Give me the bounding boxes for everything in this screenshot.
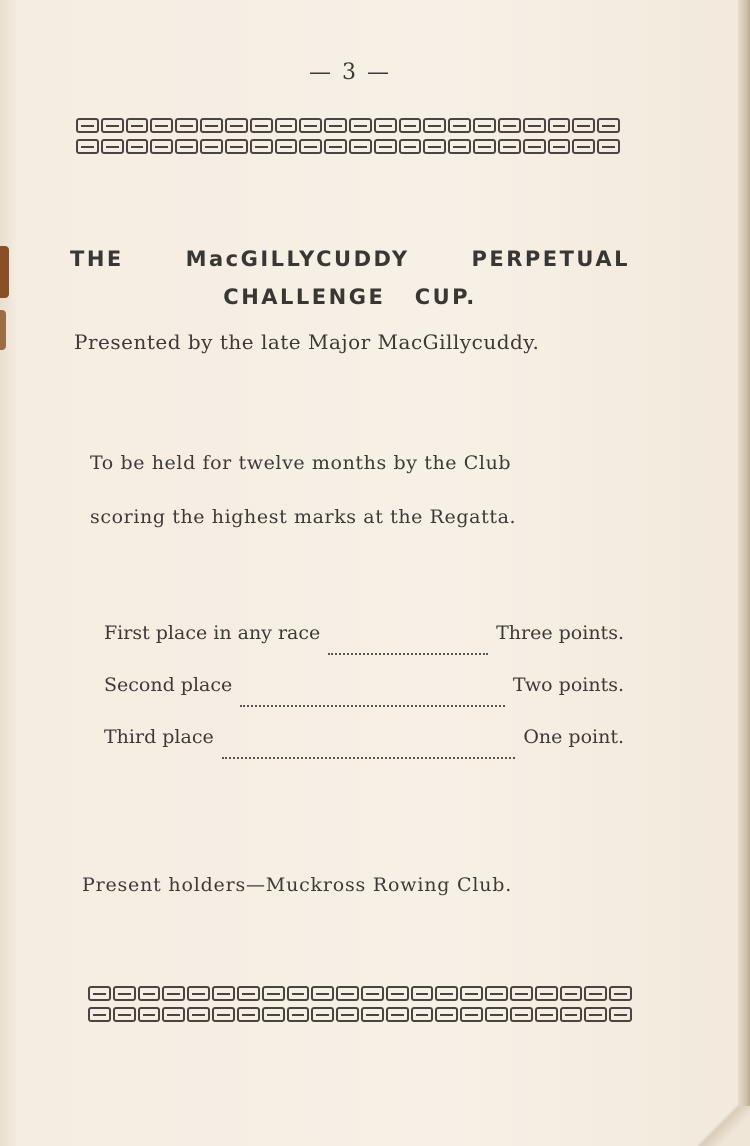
- ornament-cell: [448, 118, 471, 133]
- ornament-cell: [349, 139, 372, 154]
- ornament-cell: [262, 986, 285, 1001]
- rule-line-1: To be held for twelve months by the Club: [90, 452, 512, 474]
- ornament-cell: [548, 118, 571, 133]
- ornament-cell: [76, 139, 99, 154]
- ornament-cell: [423, 118, 446, 133]
- ornament-cell: [162, 1007, 185, 1022]
- ornament-cell: [175, 139, 198, 154]
- rule-line-2: scoring the highest marks at the Regatta.: [90, 506, 517, 528]
- ornament-cell: [150, 118, 173, 133]
- ornament-cell: [88, 1007, 111, 1022]
- ornament-cell: [399, 118, 422, 133]
- ornament-cell: [225, 118, 248, 133]
- points-label: Third place: [104, 726, 214, 748]
- ornament-cell: [386, 986, 409, 1001]
- ornament-cell: [76, 118, 99, 133]
- present-holders-text: Present holders—Muckross Rowing Club.: [82, 874, 513, 896]
- ornament-cell: [535, 986, 558, 1001]
- binding-stain: [0, 310, 6, 350]
- ornament-cell: [138, 1007, 161, 1022]
- ornament-cell: [275, 118, 298, 133]
- points-row-third: [104, 726, 624, 778]
- ornament-cell: [336, 1007, 359, 1022]
- ornament-cell: [498, 118, 521, 133]
- ornament-cell: [212, 1007, 235, 1022]
- ornament-cell: [411, 1007, 434, 1022]
- ornament-cell: [374, 139, 397, 154]
- ornament-cell: [287, 1007, 310, 1022]
- title-word: PERPETUAL: [471, 247, 630, 271]
- ornament-cell: [386, 1007, 409, 1022]
- page-edge-shadow: [738, 0, 750, 1146]
- points-row-second: [104, 674, 624, 726]
- ornament-cell: [275, 139, 298, 154]
- ornament-cell: [126, 139, 149, 154]
- ornament-cell: [510, 986, 533, 1001]
- ornament-cell: [584, 1007, 607, 1022]
- ornament-cell: [299, 139, 322, 154]
- ornament-cell: [597, 118, 620, 133]
- title-word: THE: [70, 247, 124, 271]
- ornament-cell: [225, 139, 248, 154]
- ornament-cell: [609, 1007, 632, 1022]
- ornament-cell: [299, 118, 322, 133]
- ornament-cell: [162, 986, 185, 1001]
- page-number: — 3 —: [309, 60, 391, 85]
- points-value: Three points.: [496, 622, 624, 644]
- ornament-cell: [187, 986, 210, 1001]
- ornament-cell: [423, 139, 446, 154]
- ornament-cell: [200, 139, 223, 154]
- title-line-1: [70, 240, 630, 278]
- ornament-cell: [548, 139, 571, 154]
- ornament-cell: [187, 1007, 210, 1022]
- presented-by-text: Presented by the late Major MacGillycuddy.: [74, 330, 540, 354]
- ornament-cell: [584, 986, 607, 1001]
- title-word: MacGILLYCUDDY: [185, 247, 410, 271]
- ornament-cell: [535, 1007, 558, 1022]
- ornament-cell: [311, 986, 334, 1001]
- ornament-cell: [311, 1007, 334, 1022]
- ornament-cell: [460, 986, 483, 1001]
- ornament-cell: [113, 1007, 136, 1022]
- ornament-cell: [498, 139, 521, 154]
- points-label: First place in any race: [104, 622, 321, 644]
- ornament-cell: [572, 118, 595, 133]
- ornament-cell: [212, 986, 235, 1001]
- ornament-cell: [150, 139, 173, 154]
- ornament-cell: [262, 1007, 285, 1022]
- binding-stain: [0, 246, 9, 298]
- leader-dots: [328, 653, 488, 655]
- ornament-cell: [374, 118, 397, 133]
- ornament-cell: [88, 986, 111, 1001]
- ornament-cell: [101, 118, 124, 133]
- page-title: [70, 240, 630, 316]
- ornament-cell: [138, 986, 161, 1001]
- ornament-cell: [200, 118, 223, 133]
- points-row-first: [104, 622, 624, 674]
- ornament-cell: [560, 1007, 583, 1022]
- ornament-cell: [287, 986, 310, 1001]
- ornament-cell: [411, 986, 434, 1001]
- ornament-cell: [485, 986, 508, 1001]
- decorative-border-bottom: [88, 986, 632, 1022]
- ornament-cell: [237, 986, 260, 1001]
- ornament-cell: [399, 139, 422, 154]
- points-value: Two points.: [512, 674, 624, 696]
- ornament-cell: [101, 139, 124, 154]
- ornament-cell: [250, 139, 273, 154]
- page-corner-curl: [690, 1106, 750, 1146]
- ornament-cell: [473, 118, 496, 133]
- ornament-cell: [485, 1007, 508, 1022]
- ornament-cell: [448, 139, 471, 154]
- ornament-cell: [237, 1007, 260, 1022]
- ornament-cell: [435, 986, 458, 1001]
- ornament-cell: [349, 118, 372, 133]
- leader-dots: [240, 705, 505, 707]
- decorative-border-top: [76, 118, 620, 154]
- ornament-cell: [126, 118, 149, 133]
- ornament-cell: [361, 1007, 384, 1022]
- ornament-cell: [609, 986, 632, 1001]
- points-value: One point.: [523, 726, 624, 748]
- ornament-cell: [324, 118, 347, 133]
- ornament-cell: [523, 118, 546, 133]
- ornament-cell: [560, 986, 583, 1001]
- title-line-2: CHALLENGE CUP.: [223, 285, 477, 309]
- ornament-cell: [361, 986, 384, 1001]
- ornament-cell: [324, 139, 347, 154]
- ornament-cell: [435, 1007, 458, 1022]
- ornament-cell: [460, 1007, 483, 1022]
- ornament-cell: [473, 139, 496, 154]
- ornament-cell: [572, 139, 595, 154]
- points-list: [104, 622, 624, 778]
- ornament-cell: [597, 139, 620, 154]
- ornament-cell: [510, 1007, 533, 1022]
- ornament-cell: [250, 118, 273, 133]
- ornament-cell: [175, 118, 198, 133]
- ornament-cell: [113, 986, 136, 1001]
- ornament-cell: [336, 986, 359, 1001]
- points-label: Second place: [104, 674, 233, 696]
- ornament-cell: [523, 139, 546, 154]
- leader-dots: [222, 757, 516, 759]
